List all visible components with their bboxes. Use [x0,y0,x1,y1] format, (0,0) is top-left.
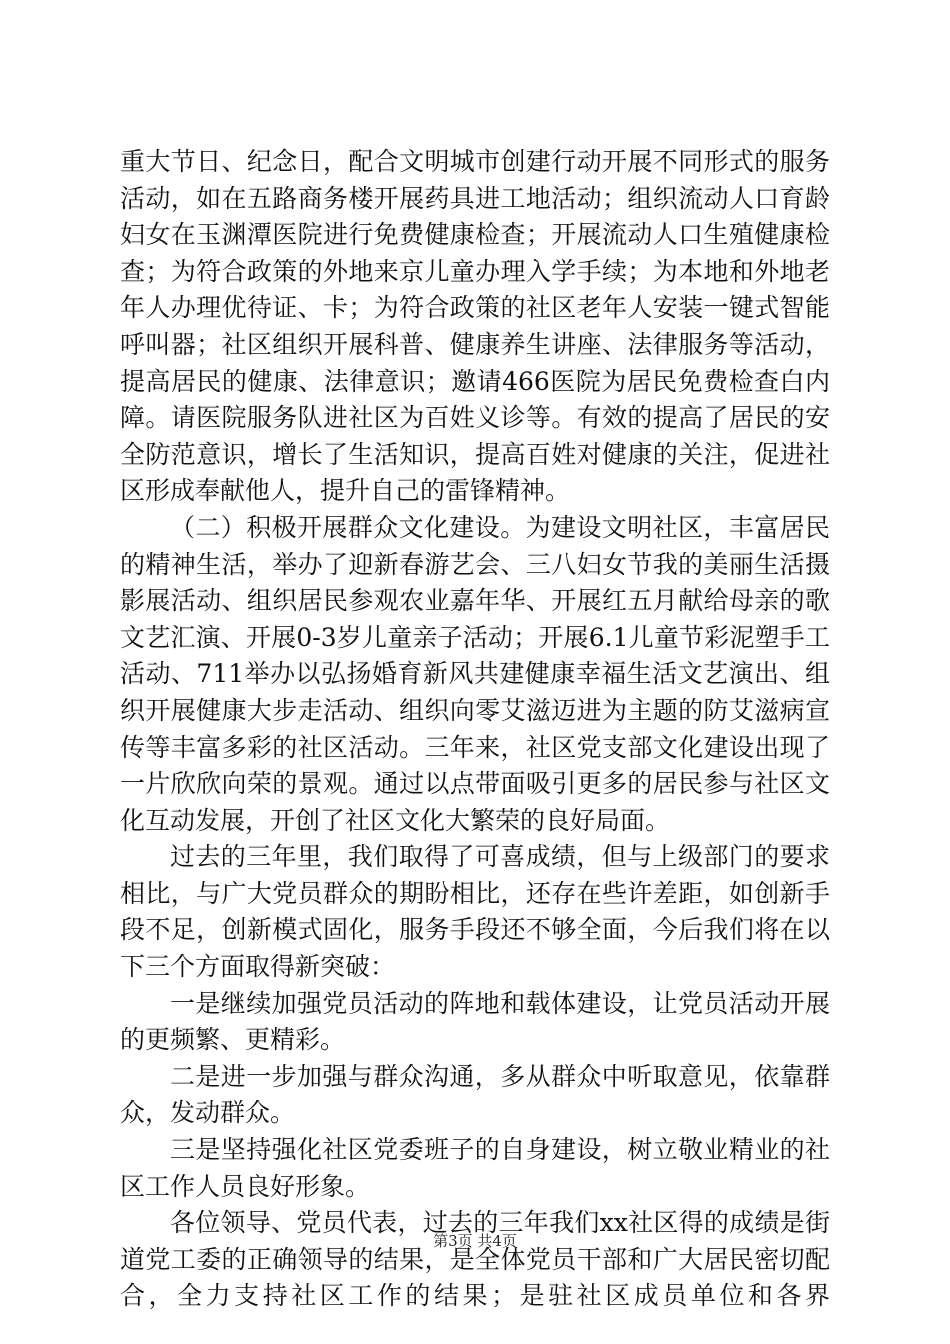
paragraph-culture: （二）积极开展群众文化建设。为建设文明社区，丰富居民的精神生活，举办了迎新春游艺会、三八妇女节我的美丽生活摄影展活动、组织居民参观农业嘉年华、开展红五月献给母亲的歌文艺汇演、开展0-3岁儿童亲子活动；开展6.1儿童节彩泥塑手工活动、711举办以弘扬婚育新风共建健康幸福生活文艺演出、组织开展健康大步走活动、组织向零艾滋迈进为主题的防艾滋病宣传等丰富多彩的社区活动。三年来，社区党支部文化建设出现了一片欣欣向荣的景观。通过以点带面吸引更多的居民参与社区文化互动发展，开创了社区文化大繁荣的良好局面。 [120,512,830,835]
page-number: 第3页 共4页 [433,1232,517,1250]
paragraph-services: 重大节日、纪念日，配合文明城市创建行动开展不同形式的服务活动，如在五路商务楼开展药具进工地活动；组织流动人口育龄妇女在玉渊潭医院进行免费健康检查；开展流动人口生殖健康检查；为符合政策的外地来京儿童办理入学手续；为本地和外地老年人办理优待证、卡；为符合政策的社区老年人安装一键式智能呼叫器；社区组织开展科普、健康养生讲座、法律服务等活动，提高居民的健康、法律意识；邀请466医院为居民免费检查白内障。请医院服务队进社区为百姓义诊等。有效的提高了居民的安全防范意识，增长了生活知识，提高百姓对健康的关注，促进社区形成奉献他人，提升自己的雷锋精神。 [120,147,830,506]
document-body [120,144,830,1315]
paragraph-point-one: 一是继续加强党员活动的阵地和载体建设，让党员活动开展的更频繁、更精彩。 [120,988,830,1055]
paragraph-point-two: 二是进一步加强与群众沟通，多从群众中听取意见，依靠群众，发动群众。 [120,1061,830,1128]
paragraph-point-three: 三是坚持强化社区党委班子的自身建设，树立敬业精业的社区工作人员良好形象。 [120,1135,830,1201]
paragraph-shortcomings: 过去的三年里，我们取得了可喜成绩，但与上级部门的要求相比，与广大党员群众的期盼相比，还存在些许差距，如创新手段不足，创新模式固化，服务手段还不够全面，今后我们将在以下三个方面取得新突破： [120,842,830,982]
paragraph-closing: 各位领导、党员代表，过去的三年我们xx社区得的成绩是街道党工委的正确领导的结果，是全体党员干部和广大居民密切配合，全力支持社区工作的结果；是驻社区成员单位和各界 [120,1208,830,1311]
